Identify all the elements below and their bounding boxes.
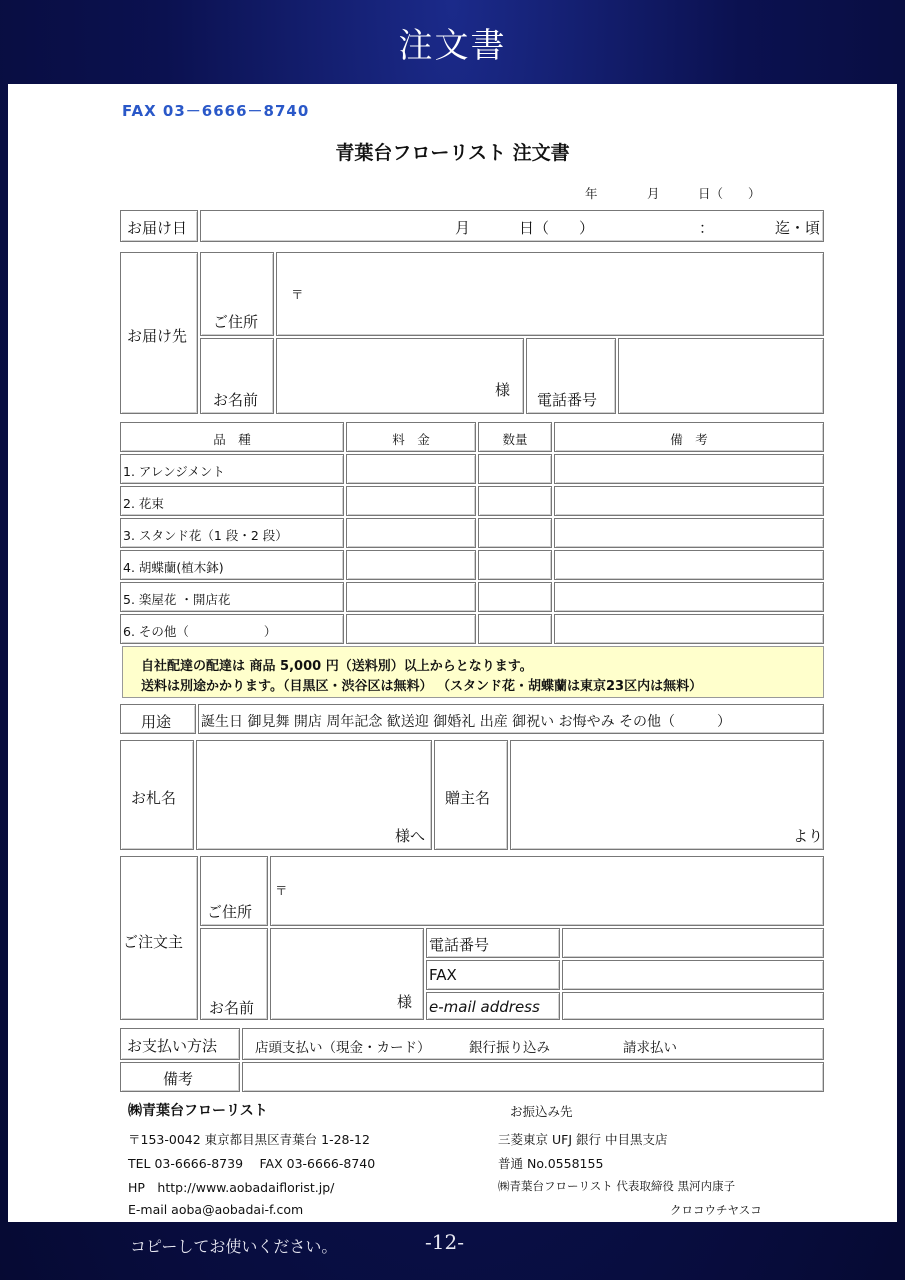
bank-title: お振込み先 (510, 1104, 573, 1119)
payment-option-bank[interactable]: 銀行振り込み (469, 1040, 550, 1056)
payment-option-invoice[interactable]: 請求払い (623, 1040, 677, 1056)
item-row-field[interactable] (478, 614, 552, 644)
bank-holder: ㈱青葉台フローリスト 代表取締役 黒河内康子 (498, 1179, 736, 1193)
header-bar (0, 0, 905, 84)
recipient-name-field[interactable] (276, 338, 524, 414)
item-row-label: 2. 花束 (123, 496, 164, 511)
payment-options-field[interactable] (242, 1028, 824, 1060)
sender-name-field[interactable] (510, 740, 824, 850)
recipient-address-label: ご住所 (213, 313, 259, 331)
item-row-label-cell (120, 582, 344, 612)
items-header-kind-cell (120, 422, 344, 452)
items-header-price-cell (346, 422, 476, 452)
item-row-label: 4. 胡蝶蘭(植木鉢) (123, 560, 224, 575)
recipient-phone-label-cell (526, 338, 616, 414)
orderer-label: ご注文主 (123, 933, 184, 951)
orderer-fax-label-cell (426, 960, 560, 990)
items-header-kind: 品 種 (213, 432, 251, 447)
items-header-price: 料 金 (392, 432, 430, 447)
orderer-email-label-cell (426, 992, 560, 1020)
items-header-qty: 数量 (502, 432, 528, 447)
remarks-label-cell (120, 1062, 240, 1092)
item-row-label: 3. スタンド花（1 段・2 段） (123, 528, 288, 543)
payment-label: お支払い方法 (127, 1037, 218, 1055)
delivery-time-suffix: 迄・頃 (775, 219, 821, 237)
recipient-address-field[interactable] (276, 252, 824, 336)
tag-label: お札名 (131, 789, 177, 807)
date-day: 日（ ） (698, 186, 761, 201)
orderer-phone-label: 電話番号 (429, 936, 490, 954)
item-row-field[interactable] (554, 582, 824, 612)
tag-label-cell (120, 740, 194, 850)
orderer-label-cell (120, 856, 198, 1020)
bank-holder-kana: クロコウチヤスコ (670, 1203, 762, 1217)
item-row-field[interactable] (478, 518, 552, 548)
orderer-address-label-cell (200, 856, 268, 926)
delivery-month: 月 (455, 219, 471, 237)
item-row-label: 6. その他（ ） (123, 624, 277, 639)
orderer-phone-field[interactable] (562, 928, 824, 958)
orderer-name-field[interactable] (270, 928, 424, 1020)
usage-options: 誕生日 御見舞 開店 周年記念 歓送迎 御婚礼 出産 御祝い お悔やみ その他（ ） (201, 714, 732, 730)
page-number: -12- (425, 1230, 464, 1254)
item-row-field[interactable] (478, 454, 552, 484)
recipient-postal-mark: 〒 (291, 287, 304, 302)
sender-label-cell (434, 740, 508, 850)
item-row-field[interactable] (554, 454, 824, 484)
item-row-field[interactable] (554, 550, 824, 580)
orderer-phone-label-cell (426, 928, 560, 958)
recipient-name-label-cell (200, 338, 274, 414)
item-row-field[interactable] (346, 550, 476, 580)
company-address: 〒153-0042 東京都目黒区青葉台 1-28-12 (128, 1132, 370, 1147)
item-row-field[interactable] (346, 454, 476, 484)
item-row-field[interactable] (554, 614, 824, 644)
item-row-field[interactable] (554, 486, 824, 516)
recipient-name-label: お名前 (213, 391, 259, 409)
orderer-email-field[interactable] (562, 992, 824, 1020)
item-row-field[interactable] (346, 486, 476, 516)
bank-account: 普通 No.0558155 (498, 1156, 604, 1171)
delivery-day: 日（ ） (519, 219, 595, 237)
notice-line-2: 送料は別途かかります。（目黒区・渋谷区は無料） （スタンド花・胡蝶蘭は東京23区内は無料） (141, 679, 703, 694)
delivery-date-label: お届け日 (127, 219, 188, 237)
sender-label: 贈主名 (445, 789, 491, 807)
orderer-sama: 様 (397, 993, 413, 1011)
items-header-notes: 備 考 (670, 432, 708, 447)
recipient-phone-label: 電話番号 (537, 391, 598, 409)
delivery-time-colon: ： (699, 219, 715, 237)
orderer-email-label: e-mail address (429, 998, 540, 1016)
item-row-label-cell (120, 454, 344, 484)
tag-yori: より (793, 827, 824, 845)
footer-note: コピーしてお使いください。 (130, 1237, 338, 1256)
orderer-address-label: ご住所 (207, 903, 253, 921)
orderer-fax-label: FAX (429, 966, 457, 984)
company-name: ㈱青葉台フローリスト (128, 1103, 268, 1119)
orderer-postal-mark: 〒 (275, 883, 288, 898)
payment-label-cell (120, 1028, 240, 1060)
remarks-label: 備考 (163, 1070, 194, 1088)
fax-number: FAX 03－6666－8740 (122, 102, 310, 120)
item-row-label-cell (120, 518, 344, 548)
usage-options-field[interactable] (198, 704, 824, 734)
delivery-date-label-cell (120, 210, 198, 242)
recipient-label-cell (120, 252, 198, 414)
payment-option-store[interactable]: 店頭支払い（現金・カード） (255, 1040, 431, 1056)
tag-name-field[interactable] (196, 740, 432, 850)
delivery-notice (122, 646, 824, 698)
orderer-address-field[interactable] (270, 856, 824, 926)
item-row-field[interactable] (346, 614, 476, 644)
remarks-field[interactable] (242, 1062, 824, 1092)
item-row-field[interactable] (478, 582, 552, 612)
orderer-fax-field[interactable] (562, 960, 824, 990)
usage-label-cell (120, 704, 196, 734)
header-title: 注文書 (398, 25, 507, 66)
company-tel-fax: TEL 03-6666-8739 FAX 03-6666-8740 (128, 1156, 376, 1171)
item-row-label-cell (120, 550, 344, 580)
item-row-label-cell (120, 486, 344, 516)
item-row-label: 5. 楽屋花 ・開店花 (123, 592, 231, 607)
form-title: 青葉台フローリスト 注文書 (335, 142, 570, 164)
delivery-date-field[interactable] (200, 210, 824, 242)
company-hp: HP http://www.aobadaiflorist.jp/ (128, 1180, 335, 1195)
recipient-phone-field[interactable] (618, 338, 824, 414)
orderer-name-label-cell (200, 928, 268, 1020)
item-row-label-cell (120, 614, 344, 644)
items-header-notes-cell (554, 422, 824, 452)
company-email: E-mail aoba@aobadai-f.com (128, 1202, 304, 1217)
recipient-sama: 様 (495, 381, 511, 399)
date-year: 年 (585, 186, 598, 201)
tag-sama-he: 様へ (395, 827, 426, 845)
item-row-field[interactable] (478, 486, 552, 516)
item-row-field[interactable] (554, 518, 824, 548)
bank-name: 三菱東京 UFJ 銀行 中目黒支店 (498, 1132, 668, 1147)
item-row-field[interactable] (478, 550, 552, 580)
item-row-field[interactable] (346, 518, 476, 548)
orderer-name-label: お名前 (209, 999, 255, 1017)
usage-label: 用途 (141, 713, 172, 731)
notice-line-1: 自社配達の配達は 商品 5,000 円（送料別）以上からとなります。 (141, 659, 533, 674)
items-header-qty-cell (478, 422, 552, 452)
recipient-label: お届け先 (127, 327, 188, 345)
recipient-address-label-cell (200, 252, 274, 336)
order-form-paper (8, 84, 897, 1222)
date-month: 月 (647, 186, 660, 201)
item-row-label: 1. アレンジメント (123, 464, 225, 479)
item-row-field[interactable] (346, 582, 476, 612)
